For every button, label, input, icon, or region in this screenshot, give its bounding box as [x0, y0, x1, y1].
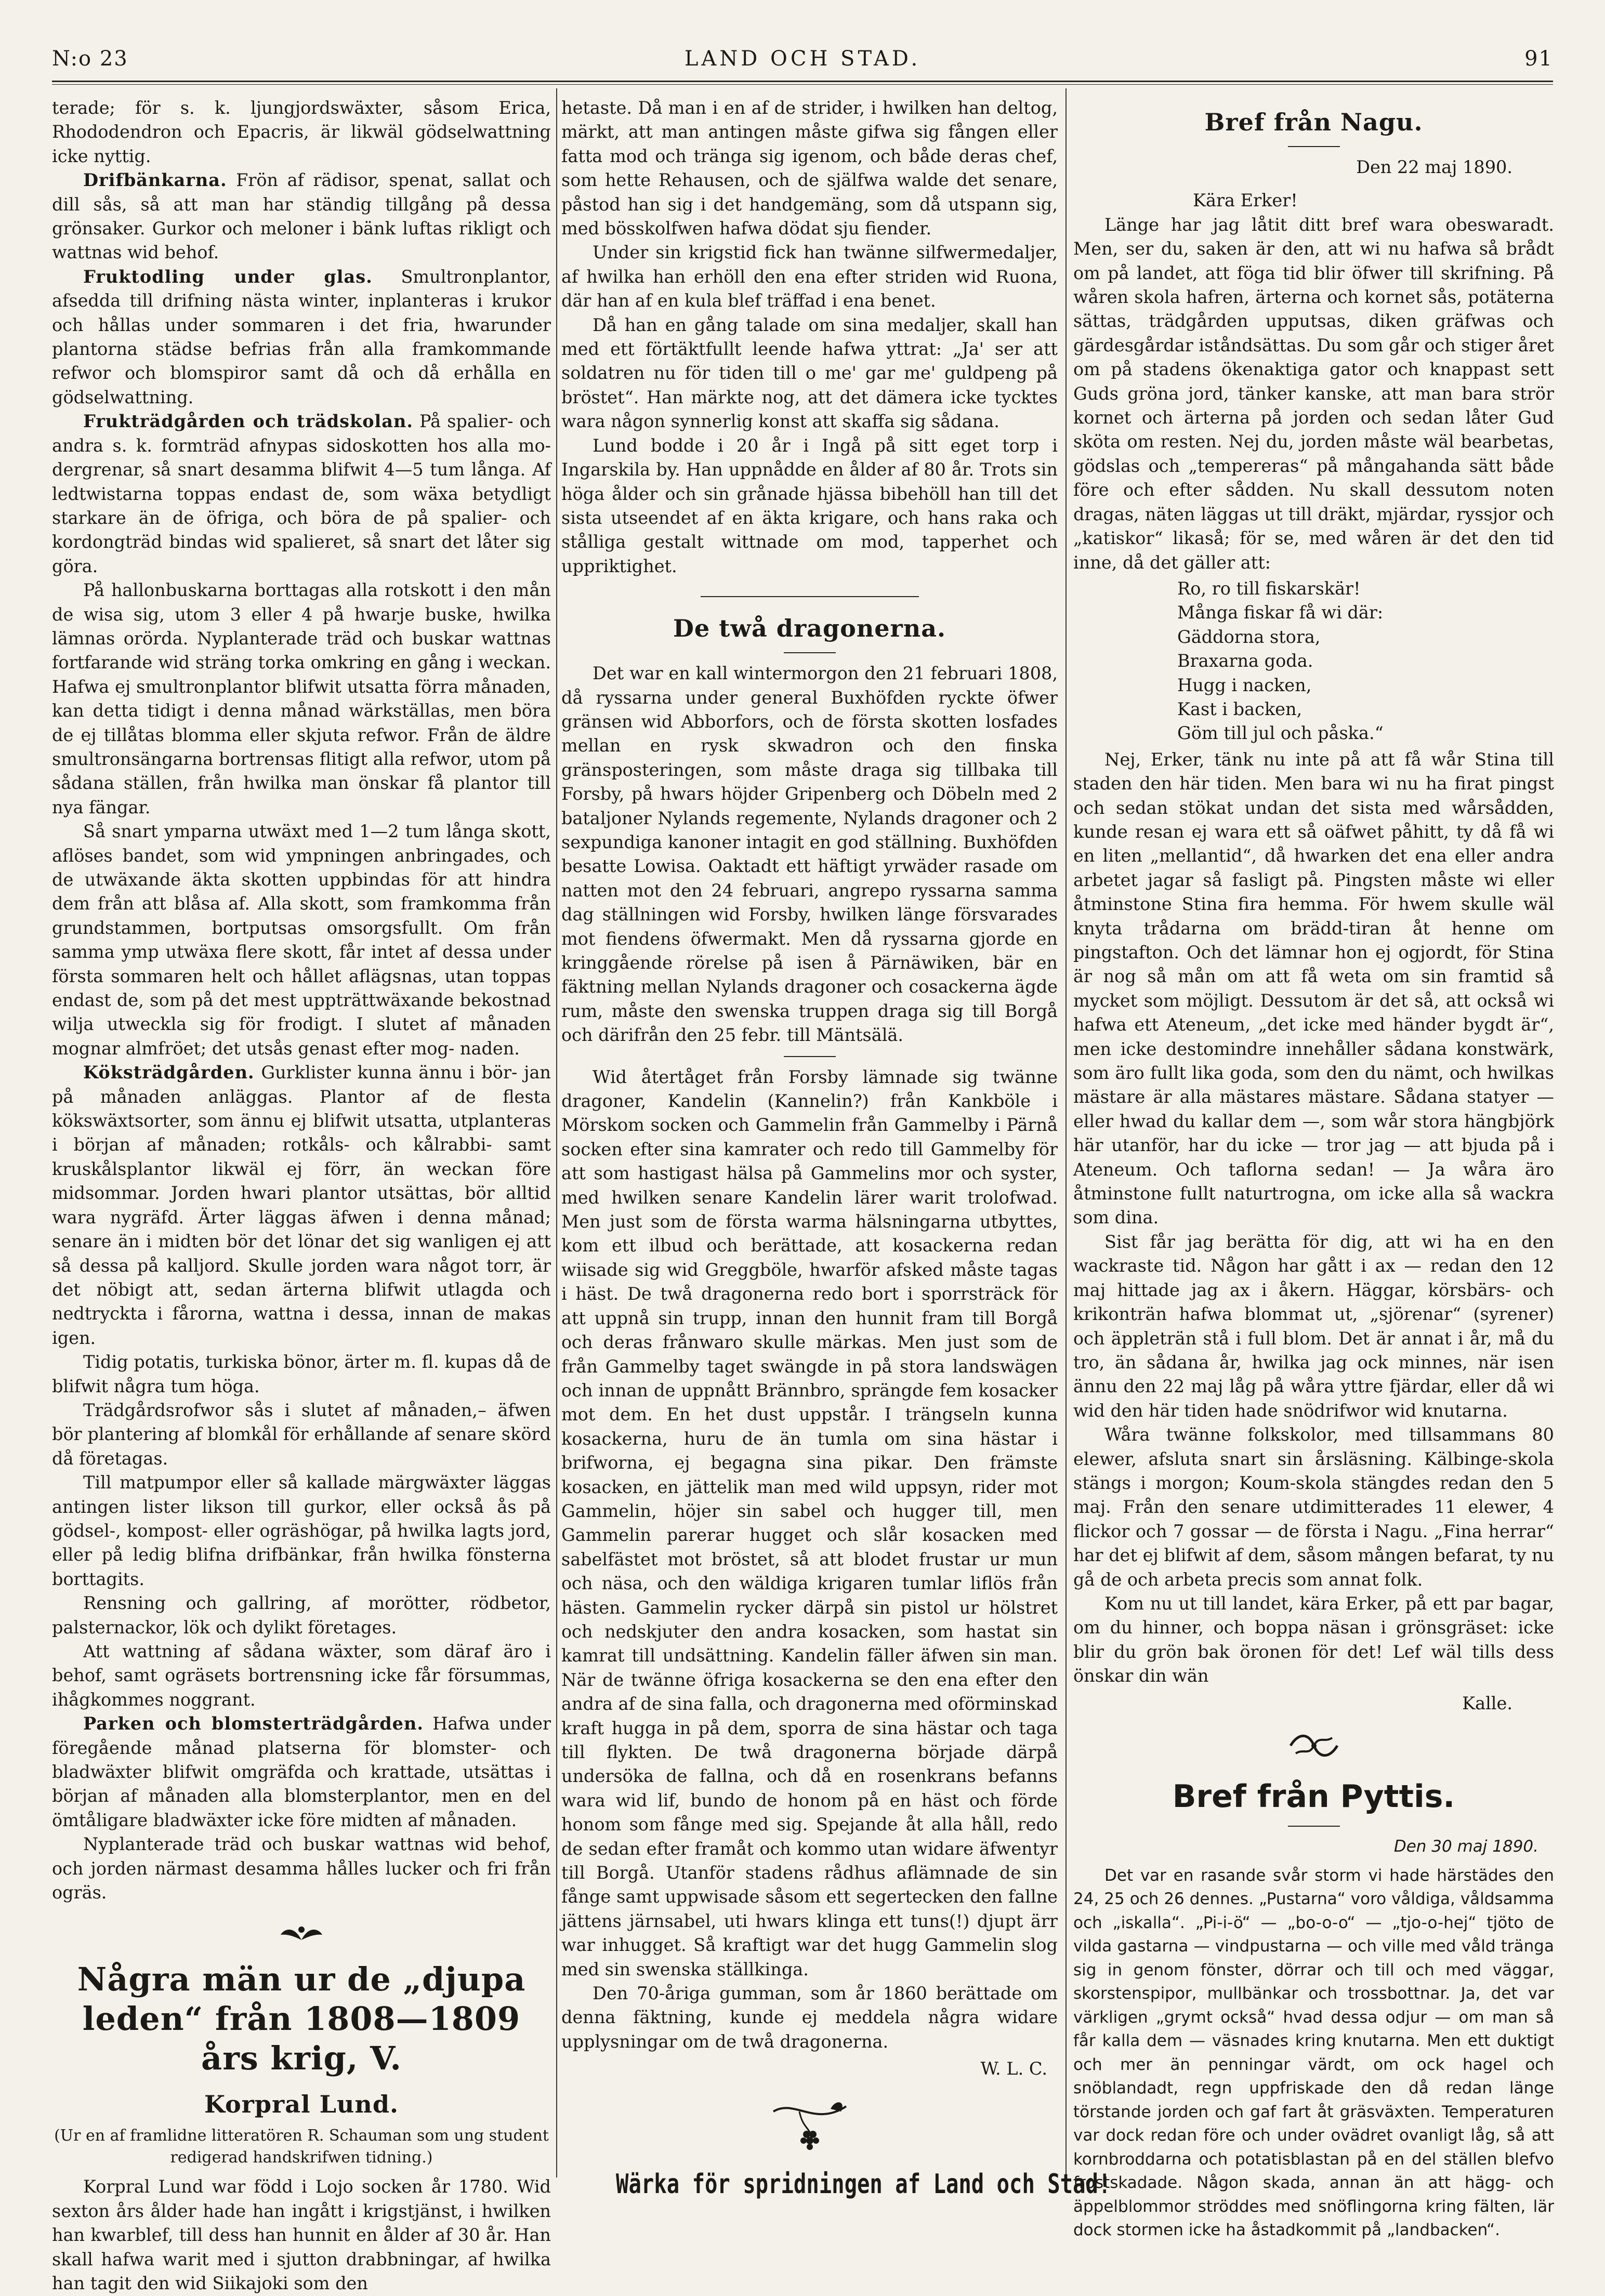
- paragraph: Wid återtåget från Forsby lämnade sig twänne dragoner, Kandelin (Kannelin?) från Kankböle i Mörskom socken och Gammelin från Gammelby i Pärnå socken efter sina kamrater och redo till Gammelby för att som hastigast hälsa på Gammelins mor och syster, med hwilken senare Kandelin lärer warit trolofwad. Men just som de första warma hälsningarna utbyttes, kom ett ilbud och berättade, att kosackerna redan wiisade sig wid Greggböle, hwarför afsked måste tagas i häst. De twå dragonerna redo bort i sporrsträck för att uppnå sin trupp, innan den hunnit fram till Borgå och deras frånwaro skulle märkas. Men just som de från Gammelby taget swängde in på stora landswägen och innan de uppnått Brännbro, sprängde fem kosacker mot dem. En het dust uppstår. I trängseln kunna kosackerna, huru de än tumla om sina hästar i brifworna, ej begagna sina pikar. Den främste kosacken, en jättelik man med wild uppsyn, rider mot Gammelin, höjer sin sabel och hugger till, men Gammelin parerar hugget och slår kosacken med sabelfästet mot bröstet, så att blodet frustar ur mun och näsa, och den wäldiga krigaren tumlar liflös från hästen. Gammelin rycker därpå sin pistol ur hölstret och nedskjuter den andra kosacken, som hastat sin kamrat till undsättning. Kandelin fäller äfwen sin man. När de twänne öfriga kosackerna se den ena efter den andra af de sina falla, och dragonerna med oförminskad kraft hugga in på dem, sporra de sina hästar och taga till flykten. De twå dragonerna började därpå undersöka de fallna, och då en rosenkrans befanns wara wid lif, bundo de honom på en häst och förde honom som fånge med sig. Spejande åt alla håll, redo de sedan efter framåt och kommo utan widare äfwentyr till Borgå. Utanför stadens rådhus aflämnade de sin fånge samt uppwisade såsom ett segertecken den fallne jättens järnsabel, uti hwars klinga ett tuns(!) djupt ärr war inhugget. Så kraftigt war det hugg Gammelin slog med sin swenska ställkinga.: [561, 1066, 1058, 1980]
- article-title-dragonerna: De twå dragonerna.: [673, 614, 946, 643]
- article-title: Några män ur de „djupa leden“ från 1808—1809 års krig, V.: [77, 1960, 526, 2078]
- section-text: Smultronplantor, afsedda till drifning nästa winter, inplanteras i krukor och hållas under sommaren i det fria, hwarunder plantorna städse befrias från alla framkommande refwor och blomspiror samt då och då erhålla en gödselwattning.: [52, 266, 551, 407]
- column-3: [1073, 96, 1554, 2239]
- paragraph: Så snart ymparna utwäxt med 1—2 tum långa skott, aflöses bandet, som wid ympningen anbringades, och de utwäxande äkta skotten uppbindas för att hindra dem från att blåsa af. Alla skott, som framkomma från grundstammen, bortputsas omsorgsfullt. Om från samma ymp utwäxa flere skott, får intet af dessa under första sommaren helt och hållet aflägsnas, utan toppas endast de, som på det mest uppträttwäxande bekostnad wilja utweckla sig för frodigt. I slutet af månaden mognar almfröet; det utsås genast efter mog- naden.: [52, 821, 551, 1059]
- poem-line: Braxarna goda.: [1177, 651, 1313, 671]
- paragraph: terade; för s. k. ljungjordswäxter, såsom Erica, Rhododendron och Epacris, är likwäl gödselwattning icke nyttig.: [52, 98, 551, 166]
- section-text: Hafwa under föregående månad platserna för blomster- och bladwäxter blifwit omgräfda och krattade, utsättas i början af månaden alla blomsterplantor, men en del ömtåligare bladwäxter icke före midten af månaden.: [52, 1713, 551, 1830]
- poem: [1073, 577, 1554, 746]
- paragraph: Wåra twänne folkskolor, med tillsammans 80 elewer, afsluta snart sin årsläsning. Kälbinge-skola stängs i morgon; Koum-skola stängdes redan den 5 maj. Från den senare utdimitterades 11 elewer, 4 flickor och 7 gossar — de första i Nagu. „Fina herrar“ har det ej blifwit af dem, såsom mången befarat, ty nu gå de och arbeta precis som annat folk.: [1073, 1424, 1554, 1590]
- section-text: Frön af rädisor, spenat, sallat och dill sås, så att man har ständig tillgång på dessa grönsaker. Gurkor och meloner i bänk luftas rikligt och wattnas wid behof.: [52, 170, 551, 263]
- poem-line: Gäddorna stora,: [1177, 626, 1321, 647]
- section-lead: Parken och blomsterträdgården.: [83, 1713, 424, 1734]
- section-fruktodling: [52, 265, 551, 410]
- section-lead: Frukträdgården och trädskolan.: [83, 411, 413, 432]
- paragraph: Den 70-åriga gumman, som år 1860 berättade om denna fäktning, kunde ej meddela några widare upplysningar om de twå dragonerna.: [561, 1983, 1058, 2052]
- column-1: [52, 96, 551, 2294]
- grape-vine-ornament-icon: [768, 2096, 851, 2153]
- section-text: På spalier- och andra s. k. formträd afnypas sidoskotten hos alla mo- dergrenar, så snart desamma blifwit 4—5 tum långa. Af ledtwistarna toppas endast de, som wäxa betydligt starkare än de öfriga, och böra de på spalier- och kordongträd bindas wid spalieret, så snart det låter sig göra.: [52, 411, 551, 576]
- paragraph-rule: [784, 1056, 836, 1057]
- paragraph: Det var en rasande svår storm vi hade härstädes den 24, 25 och 26 dennes. „Pustarna“ voro våldiga, våldsamma och „iskalla“. „Pi-i-ö“ — „bo-o-o“ — „tjo-o-hej“ tjöto de vilda gastarna — vindpustarna — och ville med våld tränga sig in genom fönster, dörrar och till och med väggar, skorstenspipor, mullbänkar och trossbottnar. Ja, det var värkligen „grymt också“ hvad dessa odjur — om man så får kalla dem — väsnades kring knutarna. Men ett duktigt och mer än penningar värdt, om ock hagel och snöblandadt, regn uppfriskade den då redan länge törstande jorden och gaf fart åt gräsväxten. Temperaturen var dock redan före och under ovädret ovanligt låg, så att kornbroddarna och potatisblastan på en del ställen blefvo frostskadade. Någon skada, annan än att hägg- och äppelblommor ströddes med snöflingorna kring fälten, lär dock stormen icke ha åstadkommit på „landbacken“.: [1073, 1866, 1554, 2239]
- column-divider-2: [1065, 88, 1067, 2178]
- paragraph: Då han en gång talade om sina medaljer, skall han med ett förtäktfullt leende hafwa yttrat: „Ja' ser att soldatren nu för tiden till o me' gar me' guldpeng på bröstet“. Han märkte nog, att det dämera icke tycktes wara någon synnerlig konst att skaffa sig sådana.: [561, 314, 1058, 432]
- section-lead: Köksträdgården.: [83, 1062, 255, 1083]
- paragraph: Tidig potatis, turkiska bönor, ärter m. fl. kupas då de blifwit några tum höga.: [52, 1352, 551, 1396]
- paragraph: Att wattning af sådana wäxter, som däraf äro i behof, samt ogräsets bortrensning icke får försummas, ihågkommes noggrant.: [52, 1641, 551, 1710]
- issue-number: N:o 23: [52, 47, 128, 71]
- paragraph: Korpral Lund war född i Lojo socken år 1780. Wid sexton års ålder hade han ingått i krigstjänst, i hwilken han kwarblef, till dess han hunnit en ålder af 30 år. Han skall hafwa warit med i sjutton drabbningar, af hwilka han tagit den wid Siikajoki som den: [52, 2176, 551, 2294]
- title-rule: [1288, 1826, 1340, 1827]
- page-number: 91: [1524, 47, 1553, 71]
- section-drivbankarna: [52, 168, 551, 265]
- paragraph: Nyplanterade träd och buskar wattnas wid behof, och jorden närmast desamma hålles lucker och fri från ogräs.: [52, 1834, 551, 1903]
- leaf-ornament-icon: [278, 1919, 325, 1945]
- title-rule: [784, 652, 836, 653]
- masthead: LAND OCH STAD.: [684, 47, 921, 71]
- article-title-pyttis: Bref från Pyttis.: [1172, 1778, 1455, 1815]
- paragraph: Trädgårdsrofwor sås i slutet af månaden,– äfwen bör plantering af blomkål för erhållande af senare skörd då företagas.: [52, 1400, 551, 1469]
- section-kokstradgarden: [52, 1061, 551, 1350]
- paragraph: Rensning och gallring, af morötter, rödbetor, palsternackor, lök och dylikt företages.: [52, 1593, 551, 1638]
- paragraph: hetaste. Då man i en af de strider, i hwilken han deltog, märkt, att man antingen måste gifwa sig fången eller fatta mod och tränga sig igenom, och både deras chef, som hette Rehausen, och de själfwa walde det senare, påstod han sig i det handgemäng, som då utspann sig, med bösskolfwen hafwa dödat sju fiender.: [561, 98, 1058, 239]
- paragraph: Kom nu ut till landet, kära Erker, på ett par bagar, om du hinner, och boppa näsan i grönsgräset: icke blir du grön bak öronen för det! Lef wäl tills dess önskar din wän: [1073, 1593, 1554, 1686]
- article-subtitle: Korpral Lund.: [204, 2090, 399, 2119]
- paragraph: Nej, Erker, tänk nu inte på att få wår Stina till staden den här tiden. Men bara wi nu ha firat pingst och sedan stökat undan det sista med wårsådden, kunde resan ej wara ett så oäfwet påhitt, ty då få wi en liten „mellantid“, då hwarken det ena eller andra arbetet jagar så fasligt på. Pingsten måste wi eller åtminstone Stina fira hemma. För hwem skulle wäl knyta trådarna om brädd-tiran åt henne om pingstafton. Och det lämnar hon ej ogjordt, för Stina är nog så mån om att få weta om sin framtid så mycket som möjligt. Dessutom är det så, att också wi hafwa ett Ateneum, „det icke med händer bygdt är“, men icke destomindre innehåller sådana konstwärk, som äro fullt lika goda, som den du nämt, och hwilkas mästare är alla mästares mästare. Sådana statyer — eller hwad du kallar dem —, som wår stora hängbjörk här utanför, har du icke — tror jag — att bjuda på i Ateneum. Och taflorna sedan! — Ja wåra äro åtminstone fullt naturtrogna, om icke alla så wackra som dina.: [1073, 749, 1554, 1228]
- poem-line: Kast i backen,: [1177, 698, 1303, 719]
- paragraph: Till matpumpor eller så kallade märgwäxter läggas antingen lister likson till gurkor, eller också ås på gödsel-, kompost- eller ogräshögar, på hwilka lagts jord, eller på ledig blifna drifbänkar, från hwilka fönsterna borttagits.: [52, 1472, 551, 1589]
- signature-name: Kalle.: [1462, 1693, 1512, 1713]
- promo-slogan: Wärka för spridningen af Land och Stad!: [616, 2168, 1111, 2200]
- column-divider-1: [556, 88, 557, 2178]
- section-lead: Drifbänkarna.: [83, 170, 227, 191]
- article-title-nagu: Bref från Nagu.: [1204, 108, 1423, 136]
- poem-line: Många fiskar få wi där:: [1177, 602, 1384, 623]
- column-2: [561, 96, 1111, 2200]
- title-rule: [1288, 146, 1340, 147]
- running-head: [52, 47, 1553, 78]
- paragraph: På hallonbuskarna borttagas alla rotskott i den mån de wisa sig, utom 3 eller 4 på hwarje buske, hwilka lämnas orörda. Nyplanterade träd och buskar wattnas fortfarande wid sträng torka omkring en gång i weckan. Hafwa ej smultronplantor blifwit utsatta förra månaden, kan detta tidigt i denna månad wärkställas, men böra de ej tillåtas blomma eller skjuta refwor. Från de äldre smultronsängarna bortrensas flitigt alla refwor, utom på sådana ställen, från hwilka man önskar få plantor till nya fängar.: [52, 580, 551, 817]
- dateline: Den 22 maj 1890.: [1356, 157, 1512, 177]
- paragraph: Sist får jag berätta för dig, att wi ha en den wackraste tid. Någon har gått i ax — redan den 12 maj hittade jag ax i åkern. Häggar, körsbärs- och krikonträn hafwa blommat ut, „sjörenar“ (syrener) och äppleträn stå i full blom. Det är annat i år, må du tro, än sådana år, hwilka jag ock minnes, när isen ännu den 22 maj låg på wåra yttre fjärdar, eller då wi wid den här tiden hade snödrifwor wid knutarna.: [1073, 1231, 1554, 1421]
- flourish-ornament-icon: [1285, 1730, 1343, 1761]
- section-lead: Fruktodling under glas.: [83, 266, 373, 287]
- header-rule: [52, 81, 1553, 85]
- section-parken: [52, 1712, 551, 1832]
- dateline: Den 30 maj 1890.: [1393, 1837, 1538, 1856]
- paragraph: Under sin krigstid fick han twänne silfwermedaljer, af hwilka han erhöll den ena efter striden wid Ruona, där han af en kula blef träffad i ena benet.: [561, 242, 1058, 311]
- poem-line: Ro, ro till fiskarskär!: [1177, 578, 1361, 599]
- paragraph: Det war en kall wintermorgon den 21 februari 1808, då ryssarna under general Buxhöfden ryckte öfwer gränsen wid Abborfors, och de första skotten losfades mellan en rysk skwadron och den finska gränsposteringen, som måste draga sig tillbaka till Forsby, på hwars höjder Gripenberg och Döbeln med 2 bataljoner Nylands regemente, Nylands dragoner och 2 sexpundiga kanoner intagit en god ställning. Buxhöfden besatte Lowisa. Oaktadt ett häftigt yrwäder rasade om natten mot den 24 februari, angrepo ryssarna samma dag ställningen wid Forsby, hwilken länge försvarades mot fiendens öfwermakt. Men då ryssarna gjorde en kringgående rörelse på isen å Pärnäwiken, bär en fäktning mellan Nylands dragoner och cosackerna ägde rum, måste den swenska truppen draga sig till Borgå och därifrån den 25 febr. till Mäntsälä.: [561, 663, 1058, 1046]
- poem-line: Göm till jul och påska.“: [1177, 723, 1384, 744]
- section-divider: [701, 596, 919, 597]
- article-note: (Ur en af framlidne litteratören R. Schauman som ung student redigerad handskrifwen tidning.): [54, 2127, 549, 2167]
- section-frukttradgarden: [52, 410, 551, 578]
- poem-line: Hugg i nacken,: [1177, 675, 1312, 695]
- paragraph: Länge har jag låtit ditt bref wara obeswaradt. Men, ser du, saken är den, att wi nu hafwa så brådt om på landet, att föga tid blir öfwer till skrifning. På wåren skola hafren, ärterna och kornet sås, potäterna sättas, trädgården upputsas, diken gräfwas och gärdesgårdar iståndsättas. Du som går och stiger året om på stadens ökenaktiga gator och knappast sett Guds gröna jord, tänker kanske, att man bara strör kornet och ärterna på jorden och sedan låter Gud sköta om resten. Nej du, jorden måste wäl bearbetas, gödslas och „tempereras“ på mångahanda sätt både före och efter sådden. Nu skall dessutom noten dragas, näten läggas ut till dräkt, mjärdar, ryssjor och „katiskor“ likaså; för se, med wåren är det den tid inne, då det gäller att:: [1073, 214, 1554, 573]
- section-text: Gurklister kunna ännu i bör- jan på månaden anläggas. Plantor af de flesta kökswäxtsorter, som ännu ej blifwit utsatta, utplanteras i början af månaden; rotkåls- och kålrabbi- samt kruskålsplantor likwäl ej förr, än weckan före midsommar. Jorden hwari plantor utsättas, bör alltid wara nygräfd. Ärter läggas äfwen i denna månad; senare än i midten bör det lönar det sig wanligen ej att så dessa på kalljord. Skulle jorden wara något torr, är det nöbigt att, sedan ärterna blifwit utlagda och nedtryckta i fårorna, wattna i dessa, innan de makas igen.: [52, 1062, 551, 1348]
- salutation: Kära Erker!: [1193, 190, 1298, 211]
- paragraph: Lund bodde i 20 år i Ingå på sitt eget torp i Ingarskila by. Han uppnådde en ålder af 80 år. Trots sin höga ålder och sin grånade hjässa bibehöll han till det sista utseendet af en äkta krigare, och hans raka och stålliga gestalt wittnade om mod, tapperhet och uppriktighet.: [561, 435, 1058, 576]
- signature-initials: W. L. C.: [980, 2059, 1047, 2079]
